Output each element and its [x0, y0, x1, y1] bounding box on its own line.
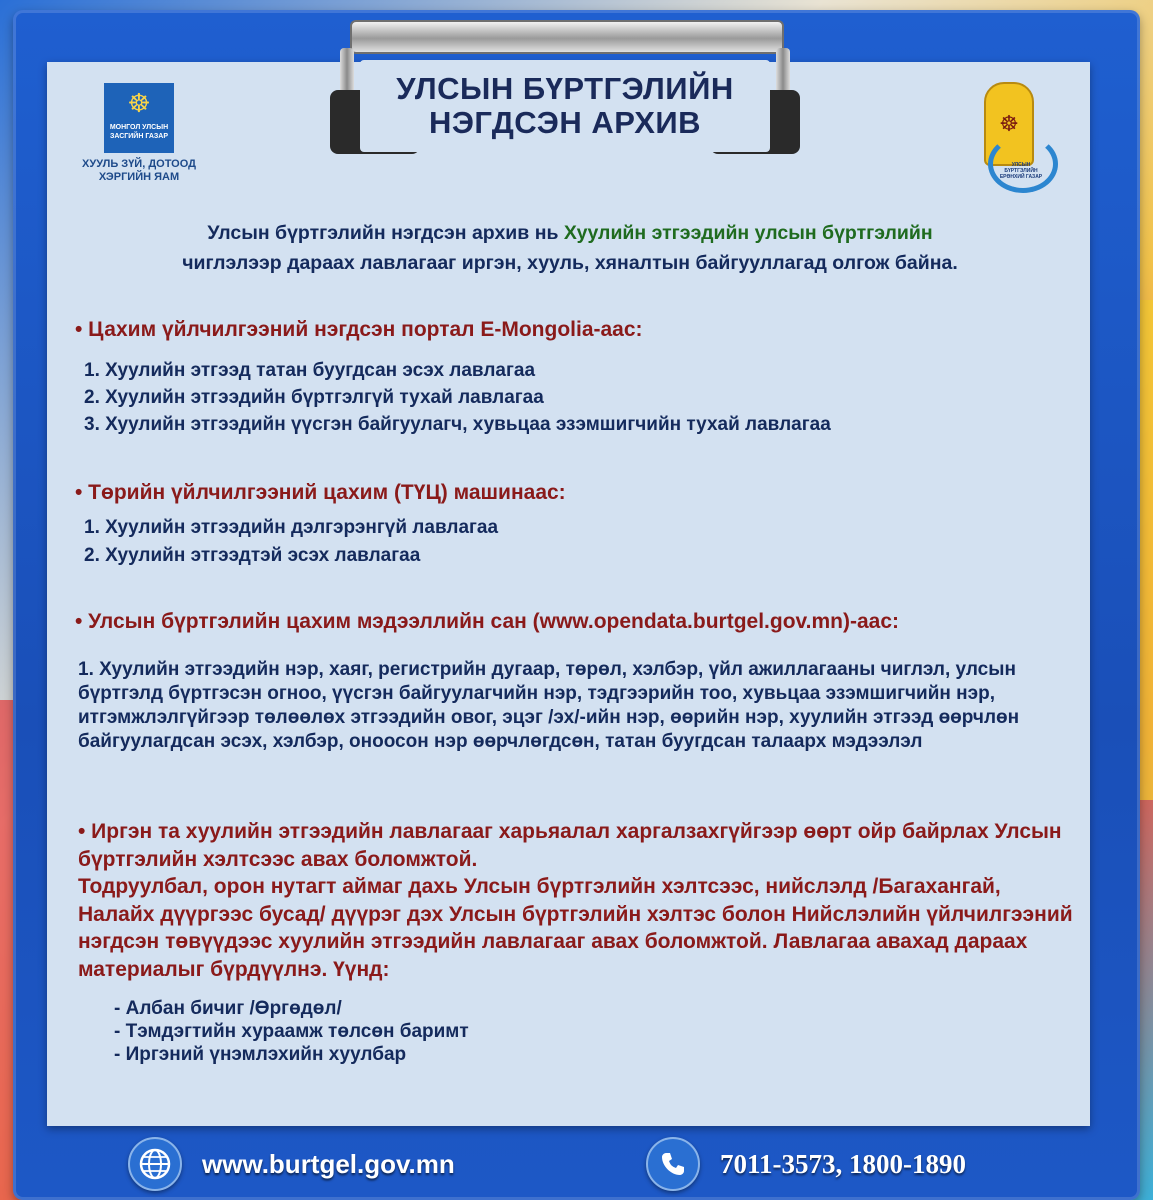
soyombo-icon: ☸ [127, 88, 151, 118]
section-heading: • Цахим үйлчилгээний нэгдсэн портал E-Mongolia-аас: [75, 318, 643, 341]
registry-logo [966, 80, 1061, 185]
office-text: Тодруулбал, орон нутагт аймаг дахь Улсын бүртгэлийн хэлтсээс, нийслэлд /Багахангай, Налайх дүүргээс бусад/ [78, 875, 1001, 926]
website-link[interactable] [128, 1137, 455, 1191]
list-item: 1. Хуулийн этгээд татан буугдсан эсэх лавлагаа [84, 360, 536, 381]
logo-text: ЗАСГИЙН ГАЗАР [109, 133, 169, 140]
ministry-name [78, 158, 200, 184]
globe-icon [128, 1137, 182, 1191]
phone-numbers[interactable]: 7011-3573, 1800-1890 [720, 1148, 966, 1179]
office-text: • Иргэн та хуулийн этгээдийн лавлагааг харьяалал харгалзахгүйгээр өөрт ойр байрлах Улсын бүртгэлийн хэлтсээс авах боломжтой. [78, 820, 1062, 871]
title-line: УЛСЫН БҮРТГЭЛИЙН [396, 71, 734, 106]
logo-text: МОНГОЛ УЛСЫН [109, 124, 169, 131]
office-paragraph [78, 818, 1083, 983]
intro-line: чиглэлээр дараах лавлагааг иргэн, хууль, хяналтын байгууллагад олгож байна. [182, 252, 958, 274]
mongolian-script-decoration [1050, 90, 1060, 170]
website-text[interactable]: www.burtgel.gov.mn [202, 1148, 455, 1179]
office-text: дүүрэг дэх Улсын бүртгэлийн хэлтэс болон Нийслэлийн үйлчилгээний нэгдсэн төвүүдээс хуулийн этгээдийн лавлагааг авах боломжтой. [78, 902, 1073, 953]
page-title [330, 72, 800, 140]
opendata-paragraph: 1. Хуулийн этгээдийн нэр, хаяг, регистрийн дугаар, төрөл, хэлбэр, үйл ажиллагааны чиглэл, улсын бүртгэлд бүртгэсэн огноо, үүсгэн байгуулагчийн нэр, тэдгээрийн тоо, хувьцаа эзэмшигчийн нэр, итгэмжлэлгүйгээр төлөөлөх этгээдийн овог, эцэг /эх/-ийн нэр, өөрийн нэр, хуулийн этгээд өөрчлөн байгуулагдсан эсэх, хэлбэр, оноосон нэр өөрчлөгдсөн, татан буугдсан талаарх мэдээлэл [78, 659, 1020, 752]
government-logo [104, 83, 174, 153]
list-item: - Албан бичиг /Өргөдөл/ [114, 998, 342, 1019]
list-item: 2. Хуулийн этгээдийн бүртгэлгүй тухай лавлагаа [84, 387, 544, 408]
list-item: 1. Хуулийн этгээдийн дэлгэрэнгүй лавлагаа [84, 517, 499, 538]
intro-text [60, 218, 1080, 278]
phone-contact[interactable] [646, 1137, 966, 1191]
office-text: Лавлагаа авахад дараах материалыг бүрдүүлнэ. Үүнд: [78, 930, 1028, 981]
intro-highlight: Хуулийн этгээдийн улсын бүртгэлийн [563, 222, 933, 244]
section-heading: • Төрийн үйлчилгээний цахим (ТҮЦ) машинаас: [75, 481, 566, 504]
section-heading: • Улсын бүртгэлийн цахим мэдээллийн сан (www.opendata.burtgel.gov.mn)-аас: [75, 610, 899, 633]
list-item: 2. Хуулийн этгээдтэй эсэх лавлагаа [84, 545, 421, 566]
list-item: 3. Хуулийн этгээдийн үүсгэн байгуулагч, хувьцаа эзэмшигчийн тухай лавлагаа [84, 414, 831, 435]
phone-icon [646, 1137, 700, 1191]
mongolian-script-decoration [966, 90, 976, 170]
ministry-line: ХУУЛЬ ЗҮЙ, ДОТООД [82, 158, 196, 170]
clip-bar [350, 20, 784, 54]
title-line: НЭГДСЭН АРХИВ [428, 105, 702, 140]
soyombo-emblem-icon: ☸ [984, 82, 1034, 166]
ministry-line: ХЭРГИЙН ЯАМ [98, 171, 180, 183]
list-item: - Тэмдэгтийн хураамж төлсөн баримт [114, 1021, 469, 1042]
list-item: - Иргэний үнэмлэхийн хуулбар [114, 1044, 407, 1065]
logo-caption: УЛСЫН БҮРТГЭЛИЙН ЕРӨНХИЙ ГАЗАР [999, 162, 1043, 180]
intro-part: Улсын бүртгэлийн нэгдсэн архив нь [207, 222, 564, 244]
